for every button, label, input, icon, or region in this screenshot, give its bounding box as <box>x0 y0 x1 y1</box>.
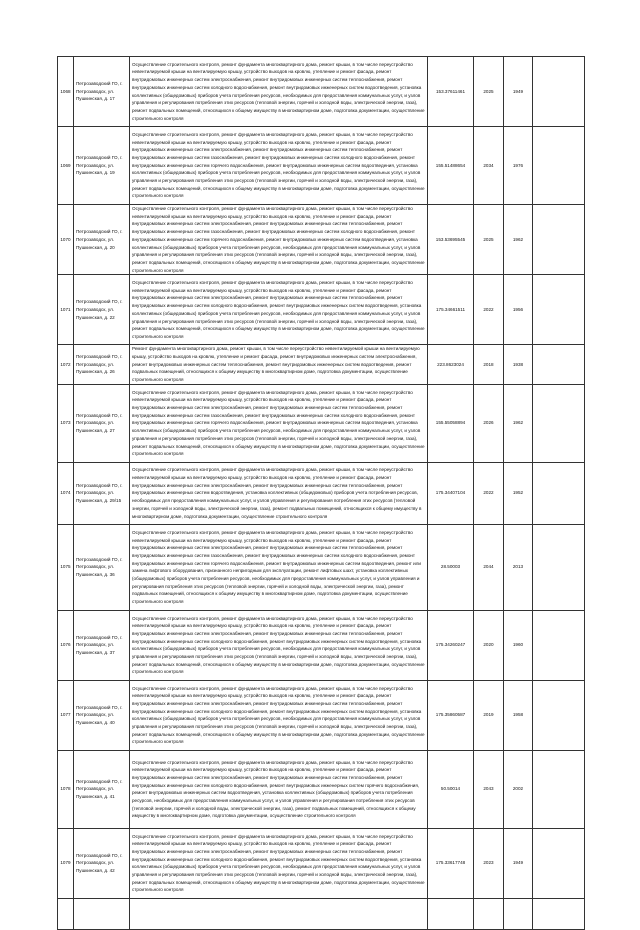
row-number <box>58 898 74 929</box>
planned-year: 2044 <box>474 524 504 610</box>
empty-cell <box>533 384 585 462</box>
build-year: 2002 <box>504 750 533 828</box>
build-year: 1949 <box>504 828 533 898</box>
works-description: Осуществление строительного контроля, ремонт фундамента многоквартирного дома, ремонт крыши, в том числе переустройство невентилируемой крыши на вентилируемую крышу, устройство выходов на кровлю, утепление и ремонт фасада, ремонт внутридомовых инженерных систем электроснабжения, ремонт внутридомовых инженерных систем теплоснабжения, ремонт внутридомовых инженерных систем газоснабжения, ремонт внутридомовых инженерных систем холодного водоснабжения, ремонт внутридомовых инженерных систем горячего водоснабжения, ремонт внутридомовых инженерных систем водоотведения, ремонт или замена лифтового оборудования, признанного непригодным для эксплуатации, ремонт лифтовых шахт, установка коллективных (общедомовых) приборов учета потребления ресурсов, необходимых для предоставления коммунальных услуг, и узлов управления и регулирования потребления этих ресурсов (тепловой энергии, горячей и холодной воды, электрической энергии, газа), ремонт подвальных помещений, относящихся к общему имуществу в многоквартирном доме, подготовка документации, осуществление строительного контроля <box>130 524 428 610</box>
building-address: Петрозаводский ГО, г. Петрозаводск, ул. Пушкинская, д. 19 <box>74 127 130 205</box>
planned-year: 2034 <box>474 127 504 205</box>
works-description: Осуществление строительного контроля, ремонт фундамента многоквартирного дома, ремонт крыши, в том числе переустройство невентилируемой крыши на вентилируемую крышу, устройство выходов на кровлю, утепление и ремонт фасада, ремонт внутридомовых инженерных систем электроснабжения, ремонт внутридомовых инженерных систем теплоснабжения, ремонт внутридомовых инженерных систем холодного водоснабжения, ремонт внутридомовых инженерных систем водоотведения, установка коллективных (общедомовых) приборов учета потребления ресурсов, необходимых для предоставления коммунальных услуг, и узлов управления и регулирования потребления этих ресурсов (тепловой энергии, горячей и холодной воды, электрической энергии, газа), ремонт подвальных помещений, относящихся к общему имуществу в многоквартирном доме, подготовка документации, осуществление строительного контроля <box>130 57 428 127</box>
build-year <box>504 898 533 929</box>
build-year: 1949 <box>504 57 533 127</box>
planned-year: 2025 <box>474 57 504 127</box>
building-address: Петрозаводский ГО, г. Петрозаводск, ул. Пушкинская, д. 36 <box>74 524 130 610</box>
planned-year: 2025 <box>474 205 504 275</box>
building-address: Петрозаводский ГО, г. Петрозаводск, ул. Пушкинская, д. 17 <box>74 57 130 127</box>
build-year: 1976 <box>504 127 533 205</box>
cost-value: 153.53695545 <box>428 205 474 275</box>
empty-cell <box>533 57 585 127</box>
build-year: 2013 <box>504 524 533 610</box>
works-description: Осуществление строительного контроля, ремонт фундамента многоквартирного дома, ремонт крыши, в том числе переустройство невентилируемой крыши на вентилируемую крышу, устройство выходов на кровлю, утепление и ремонт фасада, ремонт внутридомовых инженерных систем электроснабжения, ремонт внутридомовых инженерных систем теплоснабжения, ремонт внутридомовых инженерных систем водоотведения, установка коллективных (общедомовых) приборов учета потребления ресурсов, необходимых для предоставления коммунальных услуг, и узлов управления и регулирования потребления этих ресурсов (тепловой энергии, горячей и холодной воды, электрической энергии, газа), ремонт подвальных помещений, относящихся к общему имуществу в многоквартирном доме, подготовка документации, осуществление строительного контроля <box>130 462 428 524</box>
build-year: 1938 <box>504 345 533 385</box>
cost-value: 155.51488654 <box>428 127 474 205</box>
building-address: Петрозаводский ГО, г. Петрозаводск, ул. Пушкинская, д. 42 <box>74 828 130 898</box>
row-number: 1068 <box>58 57 74 127</box>
empty-cell <box>533 828 585 898</box>
works-description: Осуществление строительного контроля, ремонт фундамента многоквартирного дома, ремонт крыши, в том числе переустройство невентилируемой крыши на вентилируемую крышу, устройство выходов на кровлю, утепление и ремонт фасада, ремонт внутридомовых инженерных систем электроснабжения, ремонт внутридомовых инженерных систем теплоснабжения, ремонт внутридомовых инженерных систем холодного водоснабжения, ремонт внутридомовых инженерных систем водоотведения, установка коллективных (общедомовых) приборов учета потребления ресурсов, необходимых для предоставления коммунальных услуг, и узлов управления и регулирования потребления этих ресурсов (тепловой энергии, горячей и холодной воды, электрической энергии, газа), ремонт подвальных помещений, относящихся к общему имуществу в многоквартирном доме, подготовка документации, осуществление строительного контроля <box>130 610 428 680</box>
table-row <box>58 384 585 462</box>
empty-cell <box>533 462 585 524</box>
building-address: Петрозаводский ГО, г. Петрозаводск, ул. Пушкинская, д. 22 <box>74 275 130 345</box>
works-description: Ремонт фундамента многоквартирного дома, ремонт крыши, в том числе переустройство невентилируемой крыши на вентилируемую крышу, устройство выходов на кровлю, утепление и ремонт фасада, ремонт внутридомовых инженерных систем электроснабжения, ремонт внутридомовых инженерных систем теплоснабжения, ремонт внутридомовых инженерных систем водоотведения, ремонт подвальных помещений, относящихся к общему имуществу в многоквартирном доме, подготовка документации, осуществление строительного контроля <box>130 345 428 385</box>
row-number: 1074 <box>58 462 74 524</box>
planned-year: 2043 <box>474 750 504 828</box>
cost-value: 175.34260247 <box>428 610 474 680</box>
table-row <box>58 345 585 385</box>
empty-cell <box>533 205 585 275</box>
planned-year: 2019 <box>474 680 504 750</box>
table-row <box>58 462 585 524</box>
repair-register-table <box>57 56 585 930</box>
row-number: 1069 <box>58 127 74 205</box>
works-description <box>130 898 428 929</box>
works-description: Осуществление строительного контроля, ремонт фундамента многоквартирного дома, ремонт крыши, в том числе переустройство невентилируемой крыши на вентилируемую крышу, устройство выходов на кровлю, утепление и ремонт фасада, ремонт внутридомовых инженерных систем электроснабжения, ремонт внутридомовых инженерных систем теплоснабжения, ремонт внутридомовых инженерных систем холодного водоснабжения, ремонт внутридомовых инженерных систем водоотведения, установка коллективных (общедомовых) приборов учета потребления ресурсов, необходимых для предоставления коммунальных услуг, и узлов управления и регулирования потребления этих ресурсов (тепловой энергии, горячей и холодной воды, электрической энергии, газа), ремонт подвальных помещений, относящихся к общему имуществу в многоквартирном доме, подготовка документации, осуществление строительного контроля <box>130 680 428 750</box>
empty-cell <box>533 610 585 680</box>
cost-value: 223.8623024 <box>428 345 474 385</box>
building-address: Петрозаводский ГО, г. Петрозаводск, ул. Пушкинская, д. 27 <box>74 384 130 462</box>
works-description: Осуществление строительного контроля, ремонт фундамента многоквартирного дома, ремонт крыши, в том числе переустройство невентилируемой крыши на вентилируемую крышу, устройство выходов на кровлю, утепление и ремонт фасада, ремонт внутридомовых инженерных систем электроснабжения, ремонт внутридомовых инженерных систем теплоснабжения, ремонт внутридомовых инженерных систем газоснабжения, ремонт внутридомовых инженерных систем холодного водоснабжения, ремонт внутридомовых инженерных систем горячего водоснабжения, ремонт внутридомовых инженерных систем водоотведения, установка коллективных (общедомовых) приборов учета потребления ресурсов, необходимых для предоставления коммунальных услуг, и узлов управления и регулирования потребления этих ресурсов (тепловой энергии, горячей и холодной воды, электрической энергии, газа), ремонт подвальных помещений, относящихся к общему имуществу в многоквартирном доме, подготовка документации, осуществление строительного контроля <box>130 384 428 462</box>
works-description: Осуществление строительного контроля, ремонт фундамента многоквартирного дома, ремонт крыши, в том числе переустройство невентилируемой крыши на вентилируемую крышу, устройство выходов на кровлю, утепление и ремонт фасада, ремонт внутридомовых инженерных систем электроснабжения, ремонт внутридомовых инженерных систем теплоснабжения, ремонт внутридомовых инженерных систем газоснабжения, ремонт внутридомовых инженерных систем холодного водоснабжения, ремонт внутридомовых инженерных систем горячего водоснабжения, ремонт внутридомовых инженерных систем водоотведения, установка коллективных (общедомовых) приборов учета потребления ресурсов, необходимых для предоставления коммунальных услуг, и узлов управления и регулирования потребления этих ресурсов (тепловой энергии, горячей и холодной воды, электрической энергии, газа), ремонт подвальных помещений, относящихся к общему имуществу в многоквартирном доме, подготовка документации, осуществление строительного контроля <box>130 205 428 275</box>
planned-year: 2022 <box>474 462 504 524</box>
cost-value: 175.33617748 <box>428 828 474 898</box>
build-year: 1958 <box>504 680 533 750</box>
building-address: Петрозаводский ГО, г. Петрозаводск, ул. Пушкинская, д. 40 <box>74 680 130 750</box>
row-number: 1076 <box>58 610 74 680</box>
table-row <box>58 828 585 898</box>
build-year: 1960 <box>504 610 533 680</box>
cost-value: 155.55058894 <box>428 384 474 462</box>
row-number: 1070 <box>58 205 74 275</box>
works-description: Осуществление строительного контроля, ремонт фундамента многоквартирного дома, ремонт крыши, в том числе переустройство невентилируемой крыши на вентилируемую крышу, устройство выходов на кровлю, утепление и ремонт фасада, ремонт внутридомовых инженерных систем электроснабжения, ремонт внутридомовых инженерных систем теплоснабжения, ремонт внутридомовых инженерных систем холодного водоснабжения, ремонт внутридомовых инженерных систем горячего водоснабжения, ремонт внутридомовых инженерных систем водоотведения, установка коллективных (общедомовых) приборов учета потребления ресурсов, необходимых для предоставления коммунальных услуг, и узлов управления и регулирования потребления этих ресурсов (тепловой энергии, горячей и холодной воды, электрической энергии, газа), ремонт подвальных помещений, относящихся к общему имуществу в многоквартирном доме, подготовка документации, осуществление строительного контроля <box>130 750 428 828</box>
row-number: 1077 <box>58 680 74 750</box>
works-description: Осуществление строительного контроля, ремонт фундамента многоквартирного дома, ремонт крыши, в том числе переустройство невентилируемой крыши на вентилируемую крышу, устройство выходов на кровлю, утепление и ремонт фасада, ремонт внутридомовых инженерных систем электроснабжения, ремонт внутридомовых инженерных систем теплоснабжения, ремонт внутридомовых инженерных систем газоснабжения, ремонт внутридомовых инженерных систем холодного водоснабжения, ремонт внутридомовых инженерных систем горячего водоснабжения, ремонт внутридомовых инженерных систем водоотведения, установка коллективных (общедомовых) приборов учета потребления ресурсов, необходимых для предоставления коммунальных услуг, и узлов управления и регулирования потребления этих ресурсов (тепловой энергии, горячей и холодной воды, электрической энергии, газа), ремонт подвальных помещений, относящихся к общему имуществу в многоквартирном доме, подготовка документации, осуществление строительного контроля <box>130 127 428 205</box>
planned-year: 2026 <box>474 384 504 462</box>
building-address <box>74 898 130 929</box>
cost-value: 175.34661511 <box>428 275 474 345</box>
row-number: 1078 <box>58 750 74 828</box>
cost-value: 50.50014 <box>428 750 474 828</box>
empty-cell <box>533 680 585 750</box>
build-year: 1952 <box>504 462 533 524</box>
empty-cell <box>533 750 585 828</box>
table-row <box>58 680 585 750</box>
empty-cell <box>533 127 585 205</box>
building-address: Петрозаводский ГО, г. Петрозаводск, ул. Пушкинская, д. 20 <box>74 205 130 275</box>
table-row <box>58 610 585 680</box>
table-row <box>58 205 585 275</box>
build-year: 1962 <box>504 205 533 275</box>
empty-cell <box>533 898 585 929</box>
row-number: 1075 <box>58 524 74 610</box>
planned-year: 2020 <box>474 610 504 680</box>
cost-value: 175.34407104 <box>428 462 474 524</box>
table-row <box>58 524 585 610</box>
planned-year: 2022 <box>474 275 504 345</box>
table-row <box>58 127 585 205</box>
cost-value: 28.50003 <box>428 524 474 610</box>
empty-cell <box>533 345 585 385</box>
building-address: Петрозаводский ГО, г. Петрозаводск, ул. Пушкинская, д. 29/15 <box>74 462 130 524</box>
building-address: Петрозаводский ГО, г. Петрозаводск, ул. Пушкинская, д. 26 <box>74 345 130 385</box>
row-number: 1079 <box>58 828 74 898</box>
build-year: 1962 <box>504 384 533 462</box>
works-description: Осуществление строительного контроля, ремонт фундамента многоквартирного дома, ремонт крыши, в том числе переустройство невентилируемой крыши на вентилируемую крышу, устройство выходов на кровлю, утепление и ремонт фасада, ремонт внутридомовых инженерных систем электроснабжения, ремонт внутридомовых инженерных систем теплоснабжения, ремонт внутридомовых инженерных систем холодного водоснабжения, ремонт внутридомовых инженерных систем водоотведения, установка коллективных (общедомовых) приборов учета потребления ресурсов, необходимых для предоставления коммунальных услуг, и узлов управления и регулирования потребления этих ресурсов (тепловой энергии, горячей и холодной воды, электрической энергии, газа), ремонт подвальных помещений, относящихся к общему имуществу в многоквартирном доме, подготовка документации, осуществление строительного контроля <box>130 828 428 898</box>
planned-year: 2018 <box>474 345 504 385</box>
row-number: 1071 <box>58 275 74 345</box>
row-number: 1072 <box>58 345 74 385</box>
empty-cell <box>533 524 585 610</box>
cost-value <box>428 898 474 929</box>
empty-cell <box>533 275 585 345</box>
table-row <box>58 275 585 345</box>
cost-value: 175.35860587 <box>428 680 474 750</box>
building-address: Петрозаводский ГО, г. Петрозаводск, ул. Пушкинская, д. 41 <box>74 750 130 828</box>
cost-value: 153.37611461 <box>428 57 474 127</box>
planned-year <box>474 898 504 929</box>
row-number: 1073 <box>58 384 74 462</box>
building-address: Петрозаводский ГО, г. Петрозаводск, ул. Пушкинская, д. 37 <box>74 610 130 680</box>
planned-year: 2023 <box>474 828 504 898</box>
table-row <box>58 750 585 828</box>
table-row <box>58 57 585 127</box>
works-description: Осуществление строительного контроля, ремонт фундамента многоквартирного дома, ремонт крыши, в том числе переустройство невентилируемой крыши на вентилируемую крышу, устройство выходов на кровлю, утепление и ремонт фасада, ремонт внутридомовых инженерных систем электроснабжения, ремонт внутридомовых инженерных систем теплоснабжения, ремонт внутридомовых инженерных систем холодного водоснабжения, ремонт внутридомовых инженерных систем водоотведения, установка коллективных (общедомовых) приборов учета потребления ресурсов, необходимых для предоставления коммунальных услуг, и узлов управления и регулирования потребления этих ресурсов (тепловой энергии, горячей и холодной воды, электрической энергии, газа), ремонт подвальных помещений, относящихся к общему имуществу в многоквартирном доме, подготовка документации, осуществление строительного контроля <box>130 275 428 345</box>
table-row <box>58 898 585 929</box>
build-year: 1956 <box>504 275 533 345</box>
